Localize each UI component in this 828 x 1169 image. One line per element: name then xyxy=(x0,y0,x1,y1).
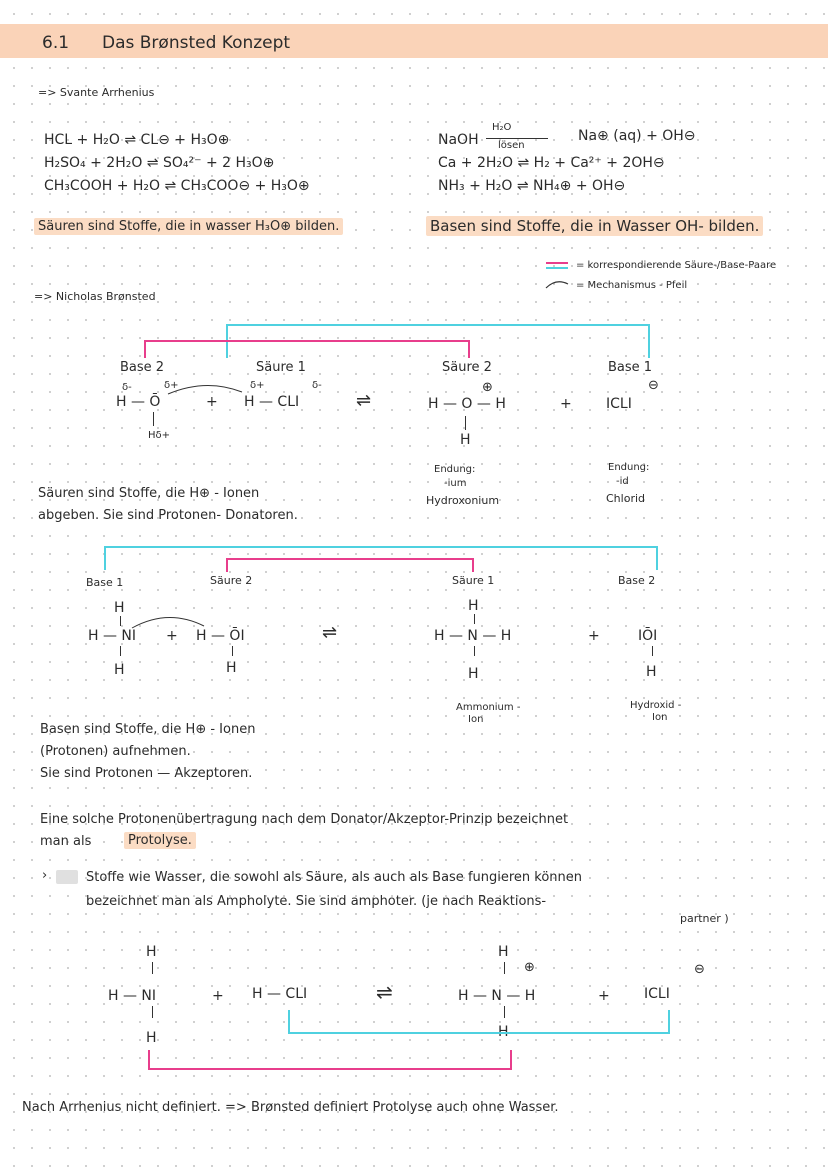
r1-hdelta: Hδ+ xyxy=(148,430,171,441)
pair-bracket-pink-3 xyxy=(148,1050,512,1070)
ending2-name: Chlorid xyxy=(606,492,645,505)
r3-hcl: H — CLI xyxy=(252,986,308,1002)
r1-bond xyxy=(153,412,154,426)
r1-delta-4: δ- xyxy=(312,380,322,391)
pair-bracket-cyan-3 xyxy=(288,1010,670,1034)
charge-plus: ⊕ xyxy=(524,960,535,975)
r3-nh4: H — N — H xyxy=(458,988,536,1004)
protolyse-line2: man als xyxy=(40,834,92,849)
r2-acid1: Säure 1 xyxy=(452,574,495,587)
r2-base1: Base 1 xyxy=(86,576,124,589)
acid-definition: Säuren sind Stoffe, die in wasser H₃O⊕ bilden. xyxy=(34,218,343,235)
atom-h: H xyxy=(498,1024,509,1040)
pair-bracket-pink-1 xyxy=(144,340,470,358)
pair-bracket-pink-2 xyxy=(226,558,474,572)
charge-plus: ⊕ xyxy=(482,380,493,395)
r1-acid2: Säure 2 xyxy=(442,360,492,375)
ampho-line1: Stoffe wie Wasser, die sowohl als Säure, als auch als Base fungieren können xyxy=(86,870,583,885)
plus-sign: + xyxy=(588,628,600,644)
r1-delta-1: δ- xyxy=(122,382,132,393)
base-eq1-arrow-top: H₂O xyxy=(492,122,512,133)
base-def-line3: Sie sind Protonen — Akzeptoren. xyxy=(40,766,253,781)
footer-note: Nach Arrhenius nicht definiert. => Brønsted definiert Protolyse auch ohne Wasser. xyxy=(22,1100,559,1115)
r2-acid2: Säure 2 xyxy=(210,574,253,587)
ammonium-label: Ammonium - xyxy=(456,702,521,713)
ending1-suffix: -ium xyxy=(444,478,467,489)
r1-hydronium: H — O — H xyxy=(428,396,506,412)
base-eq2: Ca + 2H₂O ⇌ H₂ + Ca²⁺ + 2OH⊖ xyxy=(438,155,665,171)
plus-sign: + xyxy=(560,396,572,412)
r1-water: H — Ō xyxy=(116,394,161,410)
bond xyxy=(120,646,121,656)
equilibrium-arrow: ⇌ xyxy=(376,980,393,1004)
bond xyxy=(652,646,653,656)
ending2-label: Endung: xyxy=(608,462,650,473)
protolyse-line1: Eine solche Protonenübertragung nach dem Donator/Akzeptor-Prinzip bezeichnet xyxy=(40,812,569,827)
ending2-suffix: -id xyxy=(616,476,629,487)
r1-hcl: H — CLI xyxy=(244,394,300,410)
base-eq1-right: Na⊕ (aq) + OH⊖ xyxy=(578,128,696,144)
r2-water: H — ŌI xyxy=(196,628,245,644)
page-title: Das Brønsted Konzept xyxy=(102,33,291,53)
atom-h: H xyxy=(146,1030,157,1046)
atom-h: H xyxy=(226,660,237,676)
ending1-name: Hydroxonium xyxy=(426,494,500,507)
highlight-mark xyxy=(56,870,78,884)
ammonium-label-2: Ion xyxy=(468,714,484,725)
r1-chloride: ICLI xyxy=(606,396,632,412)
protolyse-word: Protolyse. xyxy=(124,832,196,849)
r2-nh3: H — NI xyxy=(88,628,137,644)
r1-bond xyxy=(465,416,466,430)
plus-sign: + xyxy=(212,988,224,1004)
mechanism-arrow-icon xyxy=(544,278,570,290)
plus-sign: + xyxy=(206,394,218,410)
bond xyxy=(474,646,475,656)
base-eq3: NH₃ + H₂O ⇌ NH₄⊕ + OH⊖ xyxy=(438,178,626,194)
atom-h: H xyxy=(114,600,125,616)
plus-sign: + xyxy=(166,628,178,644)
legend-pairs: = korrespondierende Säure-/Base-Paare xyxy=(576,260,777,271)
equilibrium-arrow: ⇌ xyxy=(322,622,338,643)
charge-minus: ⊖ xyxy=(694,962,705,977)
atom-h: H xyxy=(146,944,157,960)
r2-base2: Base 2 xyxy=(618,574,656,587)
section-number: 6.1 xyxy=(42,33,70,53)
r3-cl: ICLI xyxy=(644,986,670,1002)
atom-h: H xyxy=(468,598,479,614)
base-eq1-arrow-bottom: lösen xyxy=(498,140,525,151)
r3-nh3: H — NI xyxy=(108,988,157,1004)
charge-minus: ⊖ xyxy=(648,378,659,393)
bronsted-heading: => Nicholas Brønsted xyxy=(34,290,156,303)
atom-h: H xyxy=(468,666,479,682)
arrhenius-heading: => Svante Arrhenius xyxy=(38,86,155,99)
reaction-arrow xyxy=(486,138,548,139)
equilibrium-arrow: ⇌ xyxy=(356,390,372,411)
plus-sign: + xyxy=(598,988,610,1004)
r2-nh4: H — N — H xyxy=(434,628,512,644)
chevron-right-icon: › xyxy=(42,868,48,883)
base-def-line1: Basen sind Stoffe, die H⊕ - Ionen xyxy=(40,722,256,737)
acid-def-line1: Säuren sind Stoffe, die H⊕ - Ionen xyxy=(38,486,260,501)
base-def-line2: (Protonen) aufnehmen. xyxy=(40,744,191,759)
bond xyxy=(474,614,475,624)
pair-legend-icon xyxy=(546,262,568,269)
ampho-line3: partner ) xyxy=(680,912,729,925)
atom-h: H xyxy=(114,662,125,678)
hydroxid-label: Hydroxid - xyxy=(630,700,682,711)
ampho-line2: bezeichnet man als Ampholyte. Sie sind amphoter. (je nach Reaktions- xyxy=(86,894,547,909)
bond xyxy=(232,646,233,656)
r1-hydronium-h: H xyxy=(460,432,471,448)
acid-def-line2: abgeben. Sie sind Protonen- Donatoren. xyxy=(38,508,298,523)
acid-eq-1: HCL + H₂O ⇌ CL⊖ + H₃O⊕ xyxy=(44,132,230,148)
r2-oh: IŌI xyxy=(638,628,658,644)
base-eq1-left: NaOH xyxy=(438,132,479,148)
legend-arrow: = Mechanismus - Pfeil xyxy=(576,280,688,291)
r1-acid1: Säure 1 xyxy=(256,360,306,375)
atom-h: H xyxy=(498,944,509,960)
r1-base1: Base 1 xyxy=(608,360,653,375)
acid-eq-3: CH₃COOH + H₂O ⇌ CH₃COO⊖ + H₃O⊕ xyxy=(44,178,310,194)
r1-base2: Base 2 xyxy=(120,360,165,375)
hydroxid-label-2: Ion xyxy=(652,712,668,723)
bond xyxy=(120,616,121,626)
bond xyxy=(152,962,153,974)
r1-delta-2: δ+ xyxy=(164,380,179,391)
r1-delta-3: δ+ xyxy=(250,380,265,391)
bond xyxy=(152,1006,153,1018)
base-definition: Basen sind Stoffe, die in Wasser OH- bilden. xyxy=(426,216,763,236)
ending1-label: Endung: xyxy=(434,464,476,475)
bond xyxy=(504,962,505,974)
atom-h: H xyxy=(646,664,657,680)
acid-eq-2: H₂SO₄ + 2H₂O ⇌ SO₄²⁻ + 2 H₃O⊕ xyxy=(44,155,275,171)
